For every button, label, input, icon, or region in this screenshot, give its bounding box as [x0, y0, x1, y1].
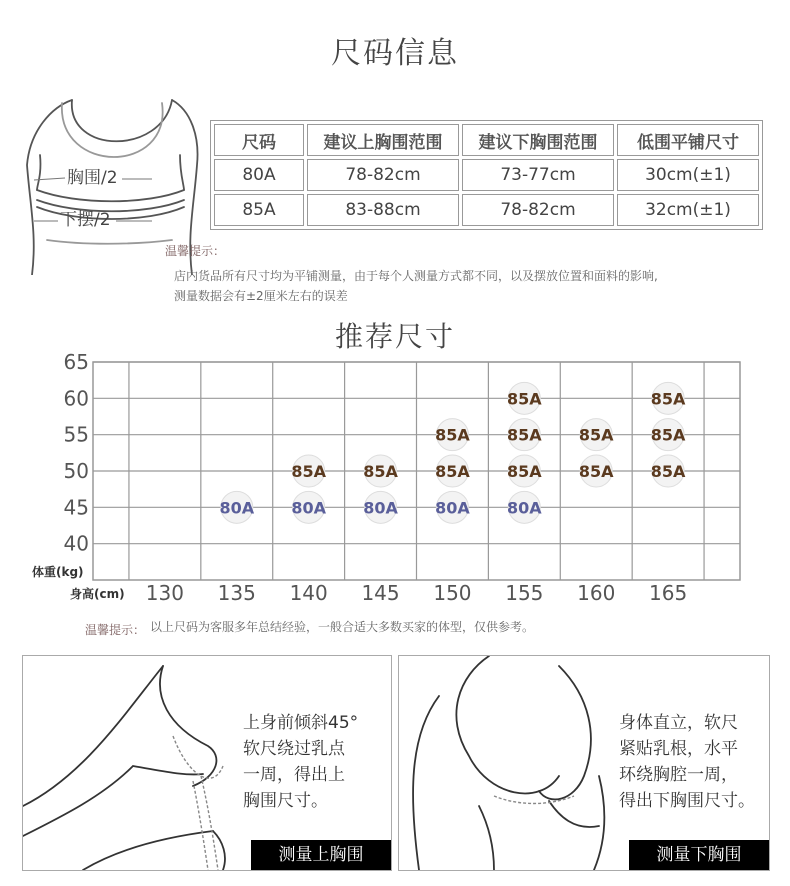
table-cell: 85A	[214, 194, 304, 226]
table-header: 尺码	[214, 124, 304, 156]
page-title: 尺码信息	[331, 36, 459, 71]
measure-upper-bust-panel	[22, 655, 392, 871]
x-tick-label: 165	[649, 581, 688, 605]
y-tick-label: 45	[63, 495, 89, 520]
point-label: 85A	[650, 389, 686, 409]
table-cell: 30cm(±1)	[617, 159, 759, 191]
table-row	[214, 159, 759, 191]
size-chart	[0, 350, 790, 615]
table-header: 低围平铺尺寸	[617, 124, 759, 156]
table-header-row	[214, 124, 759, 156]
x-tick-label: 155	[505, 581, 544, 605]
point-label: 80A	[363, 498, 398, 518]
point-label: 85A	[650, 462, 686, 481]
x-tick-label: 140	[289, 581, 328, 605]
upper-bust-tag: 测量上胸围	[251, 840, 391, 870]
table-header: 建议上胸围范围	[307, 124, 459, 156]
point-label: 85A	[507, 462, 542, 481]
bust-label: 胸围/2	[67, 168, 118, 188]
point-label: 80A	[291, 498, 326, 518]
y-axis-label: 体重(kg)	[32, 565, 84, 579]
table-cell: 80A	[214, 159, 304, 191]
point-label: 85A	[578, 462, 614, 481]
x-tick-label: 135	[217, 581, 256, 605]
table-cell: 83-88cm	[307, 194, 459, 226]
under-bust-illustration	[399, 656, 639, 870]
table-cell: 78-82cm	[462, 194, 614, 226]
tip-label: 温馨提示：	[165, 244, 226, 258]
x-tick-label: 145	[361, 581, 400, 605]
point-label: 80A	[219, 498, 255, 518]
table-header: 建议下胸围范围	[462, 124, 614, 156]
y-tick-label: 50	[63, 459, 89, 483]
under-bust-instructions: 身体直立，软尺 紧贴乳根，水平 环绕胸腔一周， 得出下胸围尺寸。	[619, 713, 755, 811]
point-label: 85A	[507, 425, 542, 445]
upper-bust-illustration	[23, 656, 253, 870]
y-tick-label: 65	[63, 350, 89, 374]
tip2-text: 以上尺码为客服多年总结经验，一般合适大多数买家的体型，仅供参考。	[150, 620, 535, 634]
x-axis-ticks	[146, 581, 687, 605]
under-bust-tag: 测量下胸围	[629, 840, 769, 870]
recommend-title: 推荐尺寸	[334, 320, 455, 353]
hem-label: 下摆/2	[60, 210, 111, 230]
point-label: 85A	[363, 462, 398, 481]
chart-points	[219, 382, 686, 523]
tip-text-line2: 测量数据会有±2厘米左右的误差	[174, 289, 348, 303]
measure-under-bust-panel	[398, 655, 770, 871]
x-tick-label: 130	[145, 581, 184, 605]
point-label: 85A	[291, 462, 326, 481]
upper-bust-instructions: 上身前倾斜45° 软尺绕过乳点 一周，得出上 胸围尺寸。	[243, 713, 359, 811]
y-tick-label: 55	[63, 422, 89, 447]
point-label: 85A	[650, 425, 686, 445]
x-axis-label: 身高(cm)	[70, 587, 125, 601]
table-cell: 73-77cm	[462, 159, 614, 191]
table-cell: 78-82cm	[307, 159, 459, 191]
y-tick-label: 40	[63, 531, 89, 556]
tip-text-line1: 店内货品所有尺寸均为平铺测量，由于每个人测量方式都不同，以及摆放位置和面料的影响,	[174, 269, 658, 283]
point-label: 85A	[507, 389, 542, 409]
point-label: 80A	[507, 498, 542, 518]
point-label: 85A	[435, 425, 470, 445]
table-cell: 32cm(±1)	[617, 194, 759, 226]
x-tick-label: 160	[577, 581, 616, 605]
y-tick-label: 60	[63, 386, 89, 411]
point-label: 85A	[578, 425, 614, 445]
point-label: 80A	[435, 498, 470, 518]
table-row	[214, 194, 759, 226]
y-axis-ticks	[64, 350, 89, 556]
point-label: 85A	[435, 462, 470, 481]
chart-grid	[93, 362, 740, 580]
tip2-label: 温馨提示：	[85, 623, 146, 637]
x-tick-label: 150	[433, 581, 472, 605]
size-table	[210, 120, 763, 230]
